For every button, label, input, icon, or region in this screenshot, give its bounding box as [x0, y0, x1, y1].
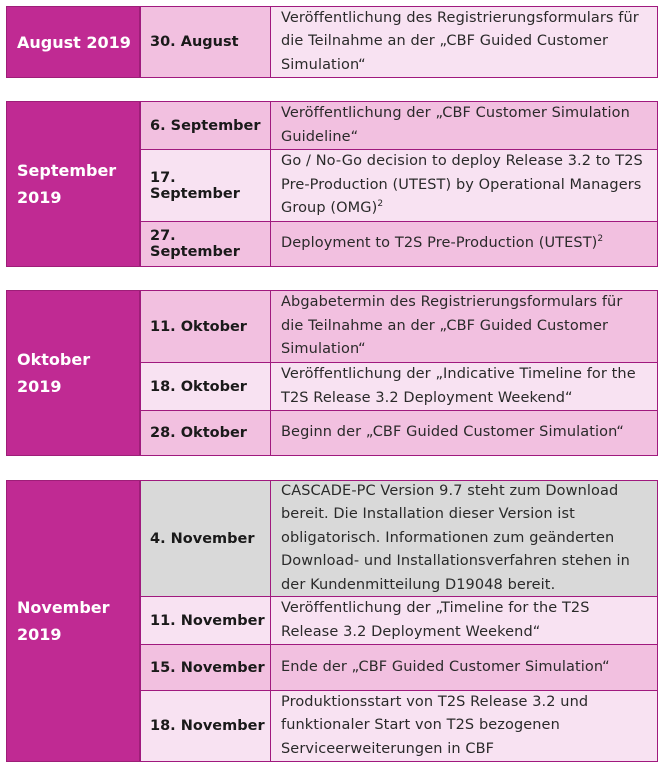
- table-row: [140, 644, 658, 690]
- event-date: 28. Oktober: [140, 411, 271, 455]
- event-description: Veröffentlichung der „Indicative Timeline for the T2S Release 3.2 Deployment Weekend“: [271, 363, 657, 410]
- event-description: Veröffentlichung des Registrierungsformulars für die Teilnahme an der „CBF Guided Customer Simulation“: [271, 7, 657, 77]
- footnote-marker: 2: [597, 234, 604, 245]
- event-description: Beginn der „CBF Guided Customer Simulation“: [271, 411, 657, 455]
- table-row: [140, 101, 658, 149]
- table-row: [140, 290, 658, 362]
- event-date: 18. Oktober: [140, 363, 271, 410]
- month-block-september: [6, 101, 658, 267]
- event-description: Go / No-Go decision to deploy Release 3.2 to T2S Pre-Production (UTEST) by Operational Managers Group (OMG)$^2$: [271, 150, 657, 221]
- event-date: 18. November: [140, 691, 271, 761]
- footnote-marker: 2: [377, 199, 384, 210]
- table-row: [140, 362, 658, 410]
- month-label: Oktober 2019: [6, 290, 140, 456]
- event-date: 15. November: [140, 645, 271, 690]
- month-label: September 2019: [6, 101, 140, 267]
- event-description: Veröffentlichung der „CBF Customer Simulation Guideline“: [271, 102, 657, 149]
- event-date: 30. August: [140, 7, 271, 77]
- table-row: [140, 149, 658, 221]
- event-description: CASCADE-PC Version 9.7 steht zum Download bereit. Die Installation dieser Version ist obligatorisch. Informationen zum geänderten Download- und Installationsverfahren stehen in der Kundenmitteilung D19048 bereit.: [271, 481, 657, 596]
- month-block-august: [6, 6, 658, 78]
- event-date: 17. September: [140, 150, 271, 221]
- month-label: August 2019: [6, 6, 140, 78]
- table-row: [140, 221, 658, 267]
- event-description: Abgabetermin des Registrierungsformulars für die Teilnahme an der „CBF Guided Customer Simulation“: [271, 291, 657, 362]
- table-row: [140, 596, 658, 644]
- event-description: Ende der „CBF Guided Customer Simulation“: [271, 645, 657, 690]
- month-block-oktober: [6, 290, 658, 456]
- month-block-november: [6, 480, 658, 762]
- event-date: 27. September: [140, 222, 271, 266]
- table-row: [140, 480, 658, 596]
- event-date: 4. November: [140, 481, 271, 596]
- event-date: 11. November: [140, 597, 271, 644]
- month-label: November 2019: [6, 480, 140, 762]
- table-row: [140, 6, 658, 78]
- event-date: 6. September: [140, 102, 271, 149]
- event-date: 11. Oktober: [140, 291, 271, 362]
- event-description: Veröffentlichung der „Timeline for the T2S Release 3.2 Deployment Weekend“: [271, 597, 657, 644]
- event-description: Deployment to T2S Pre-Production (UTEST)$^2$: [271, 222, 657, 266]
- event-description: Produktionsstart von T2S Release 3.2 und funktionaler Start von T2S bezogenen Serviceerweiterungen in CBF: [271, 691, 657, 761]
- table-row: [140, 690, 658, 762]
- table-row: [140, 410, 658, 456]
